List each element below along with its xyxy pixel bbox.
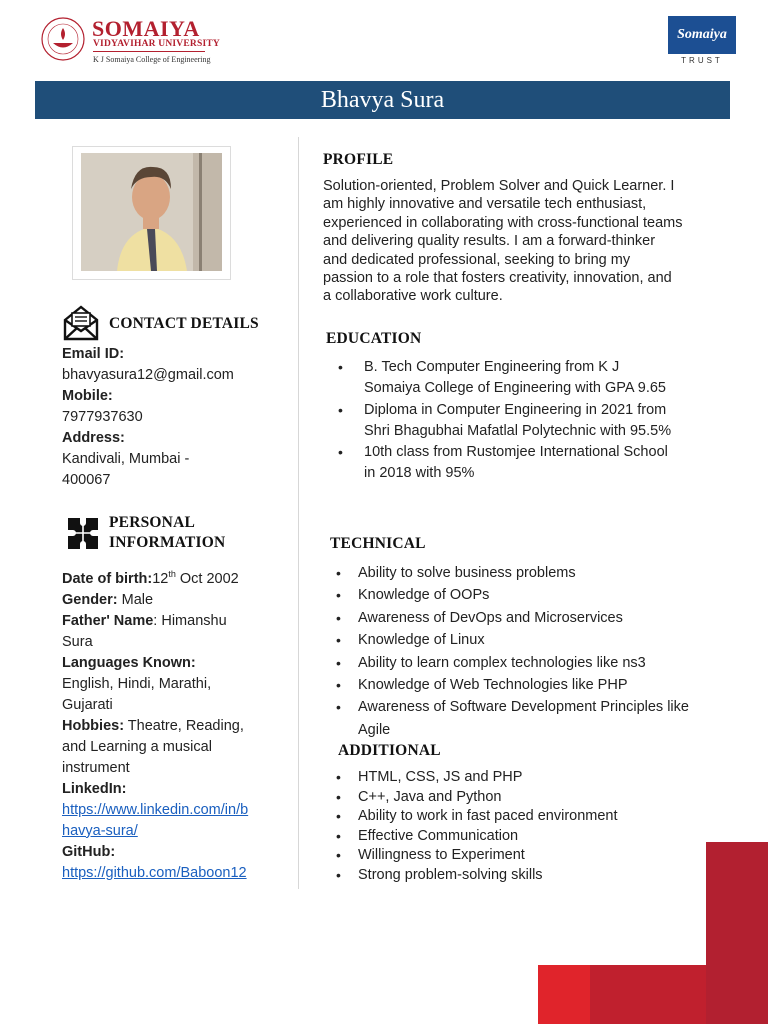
mobile-value: 7977937630 bbox=[62, 409, 143, 425]
photo-frame bbox=[72, 146, 231, 280]
decor-block-bright-red bbox=[538, 965, 591, 1024]
technical-item: • Ability to solve business problems bbox=[328, 562, 758, 584]
technical-list bbox=[328, 562, 758, 741]
education-item bbox=[324, 400, 754, 442]
profile-photo bbox=[81, 153, 222, 271]
education-item-line: Somaiya College of Engineering with GPA 9.65 bbox=[364, 380, 666, 396]
brand-name: SOMAIYA bbox=[92, 16, 200, 41]
personal-heading bbox=[109, 513, 225, 553]
education-item bbox=[324, 357, 754, 399]
technical-item: • Awareness of DevOps and Microservices bbox=[328, 607, 758, 629]
father-value-2: Sura bbox=[62, 633, 93, 650]
hobbies-label: Hobbies: bbox=[62, 717, 125, 734]
education-heading: EDUCATION bbox=[326, 330, 422, 347]
somaiya-university-logo bbox=[40, 16, 240, 68]
contact-block bbox=[62, 344, 234, 491]
profile-line: experienced in collaborating with cross-functional teams bbox=[323, 214, 683, 231]
additional-item: • Willingness to Experiment bbox=[328, 846, 748, 866]
dob-suffix: th bbox=[168, 569, 176, 579]
technical-heading: TECHNICAL bbox=[330, 535, 426, 552]
brand-rule bbox=[93, 51, 205, 52]
technical-item: • Knowledge of Linux bbox=[328, 629, 758, 651]
education-item-line: • Diploma in Computer Engineering in 2021 from bbox=[364, 401, 667, 418]
linkedin-label: LinkedIn: bbox=[62, 780, 127, 797]
envelope-icon bbox=[62, 304, 100, 342]
profile-line: am highly innovative and versatile tech enthusiast, bbox=[323, 196, 647, 213]
additional-item: • HTML, CSS, JS and PHP bbox=[328, 768, 748, 788]
personal-heading-line-1: PERSONAL bbox=[109, 514, 196, 531]
contact-heading: CONTACT DETAILS bbox=[109, 315, 259, 332]
profile-line: a collaborative work culture. bbox=[323, 288, 503, 305]
technical-item-line: Agile bbox=[358, 721, 391, 738]
email-label: Email ID: bbox=[62, 346, 125, 362]
address-line-2: 400067 bbox=[62, 472, 111, 488]
education-item-line: • B. Tech Computer Engineering from K J bbox=[364, 359, 620, 375]
hobbies-row bbox=[62, 716, 248, 737]
email-value: bhavyasura12@gmail.com bbox=[62, 367, 234, 383]
profile-text bbox=[323, 177, 763, 306]
address-line-1: Kandivali, Mumbai - bbox=[62, 451, 190, 467]
decor-block-dark-red bbox=[706, 842, 768, 1024]
profile-line: and delivering quality results. I am a forward-thinker bbox=[323, 233, 656, 250]
personal-heading-line-2: INFORMATION bbox=[109, 534, 226, 551]
gender-value: Male bbox=[117, 591, 154, 608]
technical-item: • Ability to learn complex technologies like ns3 bbox=[328, 652, 758, 674]
education-item-line: • 10th class from Rustomjee International School bbox=[364, 444, 668, 460]
technical-item: • Knowledge of Web Technologies like PHP bbox=[328, 674, 758, 696]
father-value-1: : Himanshu bbox=[153, 612, 227, 629]
address-label: Address: bbox=[62, 430, 125, 446]
gender-label: Gender: bbox=[62, 591, 118, 608]
additional-heading: ADDITIONAL bbox=[338, 742, 441, 759]
father-label: Father' Name bbox=[62, 612, 154, 629]
college-name: K J Somaiya College of Engineering bbox=[93, 55, 211, 64]
languages-line-2: Gujarati bbox=[62, 696, 113, 713]
lamp-emblem-icon bbox=[40, 16, 86, 62]
column-divider bbox=[298, 137, 299, 889]
education-item bbox=[324, 442, 754, 484]
trust-label: TRUST bbox=[681, 56, 723, 65]
technical-item bbox=[328, 696, 758, 741]
gender-row bbox=[62, 590, 248, 611]
linkedin-link-line-1[interactable]: https://www.linkedin.com/in/b bbox=[62, 801, 249, 818]
github-label: GitHub: bbox=[62, 843, 116, 860]
profile-heading: PROFILE bbox=[323, 151, 394, 168]
languages-label: Languages Known: bbox=[62, 654, 196, 671]
education-item-line: Shri Bhagubhai Mafatlal Polytechnic with 95.5% bbox=[364, 422, 672, 439]
personal-block bbox=[62, 564, 248, 884]
additional-item: • Ability to work in fast paced environment bbox=[328, 807, 748, 827]
hobbies-line-3: instrument bbox=[62, 759, 130, 776]
trust-logo-box: Somaiya bbox=[668, 16, 736, 54]
dob-label: Date of birth: bbox=[62, 570, 153, 587]
profile-line: passion to a role that fosters creativity, innovation, and bbox=[323, 270, 672, 287]
decor-block-red bbox=[590, 965, 707, 1024]
github-link[interactable]: https://github.com/Baboon12 bbox=[62, 864, 247, 881]
linkedin-link-line-2[interactable]: havya-sura/ bbox=[62, 822, 138, 839]
mobile-label: Mobile: bbox=[62, 388, 113, 404]
linkedin-link[interactable] bbox=[62, 800, 248, 842]
additional-item: • Effective Communication bbox=[328, 827, 748, 847]
additional-list bbox=[328, 768, 748, 885]
name-title-bar bbox=[35, 81, 730, 119]
profile-line: and dedicated professional, seeking to bring my bbox=[323, 251, 631, 268]
candidate-name: Bhavya Sura bbox=[320, 86, 445, 113]
hobbies-line-1: Theatre, Reading, bbox=[124, 717, 244, 734]
puzzle-icon bbox=[66, 515, 100, 551]
additional-item: • Strong problem-solving skills bbox=[328, 866, 748, 886]
education-item-line: in 2018 with 95% bbox=[364, 465, 475, 481]
father-row bbox=[62, 611, 248, 632]
dob-rest: Oct 2002 bbox=[175, 570, 239, 587]
somaiya-trust-logo bbox=[668, 16, 736, 66]
technical-item: • Knowledge of OOPs bbox=[328, 584, 758, 606]
technical-item-line: • Awareness of Software Development Principles like bbox=[358, 699, 689, 716]
dob-day: 12 bbox=[152, 570, 169, 587]
hobbies-line-2: and Learning a musical bbox=[62, 738, 212, 755]
brand-subtitle: VIDYAVIHAR UNIVERSITY bbox=[93, 39, 220, 49]
additional-item: • C++, Java and Python bbox=[328, 788, 748, 808]
education-list bbox=[324, 357, 754, 485]
languages-line-1: English, Hindi, Marathi, bbox=[62, 675, 212, 692]
profile-line: Solution-oriented, Problem Solver and Quick Learner. I bbox=[323, 178, 675, 194]
dob-row bbox=[62, 564, 248, 590]
